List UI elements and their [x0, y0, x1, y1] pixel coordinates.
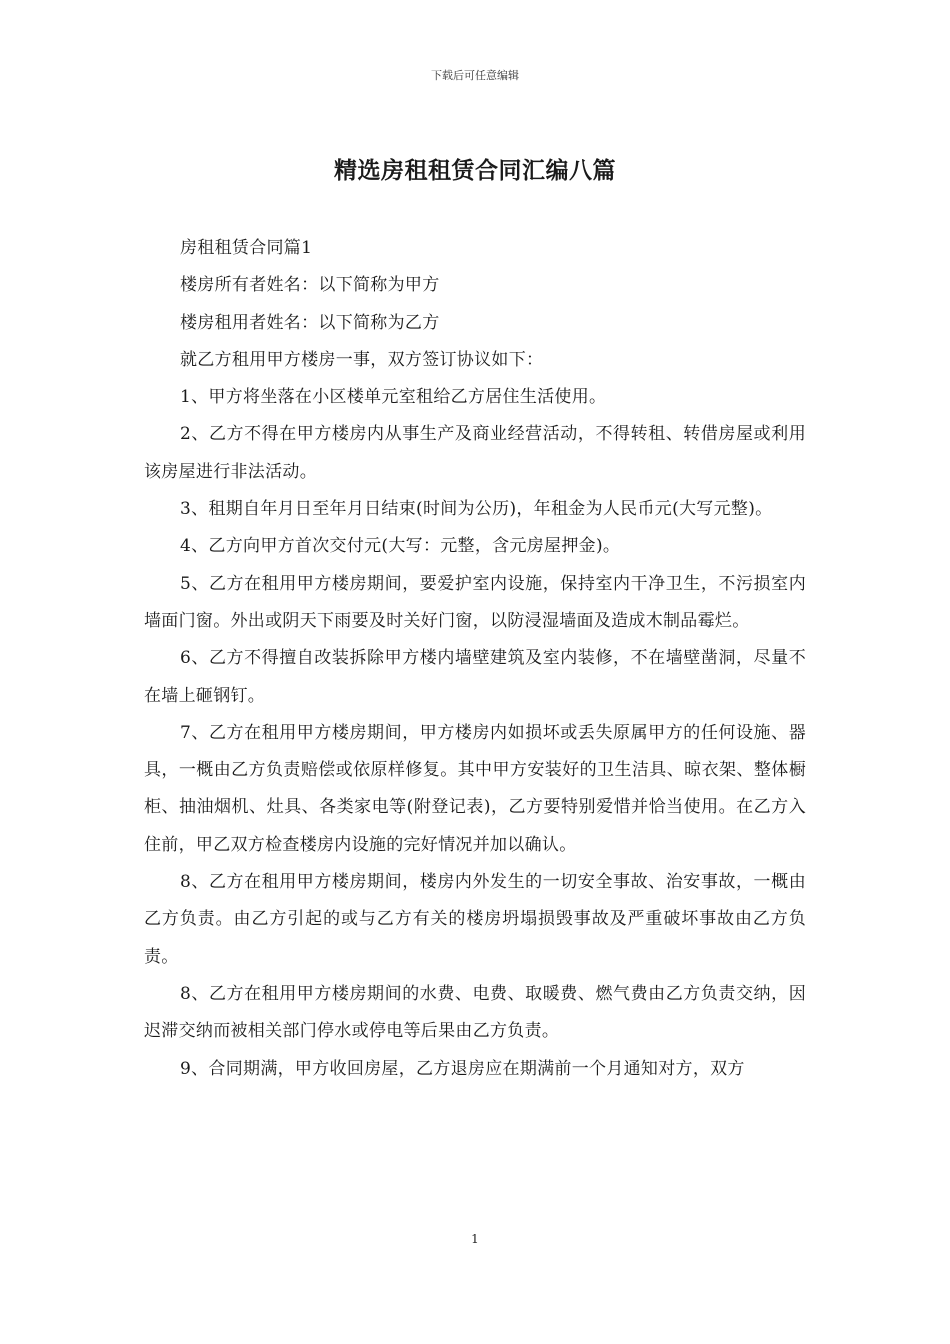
paragraph: 5、乙方在租用甲方楼房期间，要爱护室内设施，保持室内干净卫生，不污损室内墙面门窗。外出或阴天下雨要及时关好门窗，以防浸湿墙面及造成木制品霉烂。	[144, 573, 806, 631]
paragraph: 楼房所有者姓名：以下简称为甲方	[180, 275, 440, 296]
document-title: 精选房租租赁合同汇编八篇	[334, 158, 616, 184]
paragraph: 3、租期自年月日至年月日结束(时间为公历)，年租金为人民币元(大写元整)。	[180, 499, 773, 520]
paragraph: 9、合同期满，甲方收回房屋，乙方退房应在期满前一个月通知对方，双方	[180, 1058, 745, 1079]
paragraph: 就乙方租用甲方楼房一事，双方签订协议如下：	[180, 349, 544, 370]
paragraph: 楼房租用者姓名：以下简称为乙方	[180, 312, 440, 333]
paragraph: 4、乙方向甲方首次交付元(大写：元整，含元房屋押金)。	[180, 536, 621, 557]
document-body	[144, 230, 806, 1088]
paragraph: 6、乙方不得擅自改装拆除甲方楼内墙壁建筑及室内装修，不在墙壁凿洞，尽量不在墙上砸钢钉。	[144, 648, 806, 706]
paragraph: 2、乙方不得在甲方楼房内从事生产及商业经营活动，不得转租、转借房屋或利用该房屋进行非法活动。	[144, 424, 806, 482]
paragraph: 8、乙方在租用甲方楼房期间，楼房内外发生的一切安全事故、治安事故，一概由乙方负责。由乙方引起的或与乙方有关的楼房坍塌损毁事故及严重破坏事故由乙方负责。	[144, 872, 806, 967]
paragraph: 7、乙方在租用甲方楼房期间，甲方楼房内如损坏或丢失原属甲方的任何设施、器具，一概由乙方负责赔偿或依原样修复。其中甲方安装好的卫生洁具、晾衣架、整体橱柜、抽油烟机、灶具、各类家电等(附登记表)，乙方要特别爱惜并恰当使用。在乙方入住前，甲乙双方检查楼房内设施的完好情况并加以确认。	[144, 722, 806, 855]
page-number: 1	[471, 1232, 479, 1246]
paragraph: 房租租赁合同篇1	[180, 238, 313, 258]
header-note: 下载后可任意编辑	[431, 69, 519, 82]
paragraph: 8、乙方在租用甲方楼房期间的水费、电费、取暖费、燃气费由乙方负责交纳，因迟滞交纳而被相关部门停水或停电等后果由乙方负责。	[144, 983, 806, 1042]
paragraph: 1、甲方将坐落在小区楼单元室租给乙方居住生活使用。	[180, 387, 607, 408]
